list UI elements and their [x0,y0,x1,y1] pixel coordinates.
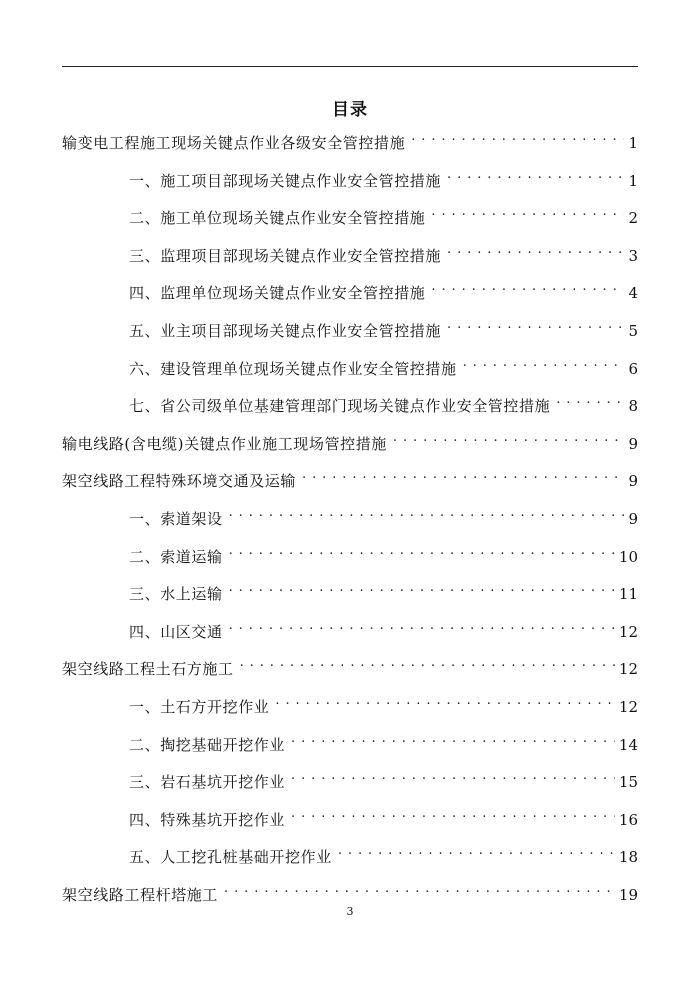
toc-entry[interactable] [62,652,638,679]
toc-dot-leader [240,652,615,674]
toc-dot-leader [447,314,624,336]
toc-entry-label: 四、特殊基坑开挖作业 [129,810,286,829]
toc-dot-leader [302,464,624,486]
toc-entry-page-number: 18 [618,848,638,867]
toc-entry[interactable] [129,239,638,265]
toc-entry[interactable] [129,577,638,604]
toc-entry-page-number: 16 [618,810,638,829]
toc-entry[interactable] [129,389,638,416]
toc-entry-label: 二、掏挖基础开挖作业 [129,735,286,754]
toc-entry-page-number: 14 [618,735,638,754]
toc-dot-leader [291,765,615,787]
toc-entry-page-number: 12 [618,698,638,716]
toc-entry[interactable] [62,427,638,453]
toc-entry-label: 一、施工项目部现场关键点作业安全管控措施 [129,171,442,190]
toc-entry[interactable] [129,690,638,716]
toc-entry-label: 二、施工单位现场关键点作业安全管控措施 [129,209,426,228]
toc-entry-page-number: 11 [618,585,638,604]
toc-dot-leader [393,427,624,449]
toc-dot-leader [463,352,624,374]
toc-entry-page-number: 10 [618,547,638,566]
toc-entry[interactable] [129,765,638,792]
toc-dot-leader [447,164,624,186]
toc-dot-leader [556,389,624,411]
toc-entry-label: 一、索道架设 [129,510,223,528]
toc-entry-page-number: 8 [628,397,638,416]
toc-entry[interactable] [62,878,638,904]
toc-dot-leader [275,690,615,712]
toc-entry-page-number: 4 [628,284,638,303]
toc-entry-page-number: 9 [628,510,638,528]
toc-entry-page-number: 12 [618,622,638,641]
toc-entry-page-number: 6 [628,359,638,378]
toc-entry-page-number: 3 [628,246,638,265]
toc-entry-page-number: 2 [628,209,638,228]
toc-entry-page-number: 9 [628,472,638,491]
toc-entry[interactable] [129,840,638,867]
header-rule [62,66,638,67]
toc-entry-page-number: 1 [628,171,638,190]
toc-entry-label: 六、建设管理单位现场关键点作业安全管控措施 [129,359,457,378]
toc-dot-leader [431,276,624,298]
toc-entry[interactable] [129,201,638,228]
toc-entry[interactable] [129,502,638,528]
toc-entry[interactable] [129,164,638,190]
toc-entry-label: 七、省公司级单位基建管理部门现场关键点作业安全管控措施 [129,397,551,416]
toc-entry-label: 二、索道运输 [129,547,223,566]
toc-entry-label: 输电线路(含电缆)关键点作业施工现场管控措施 [62,434,387,453]
toc-entry-label: 架空线路工程杆塔施工 [62,886,219,904]
toc-dot-leader [431,201,624,223]
toc-entry-page-number: 15 [618,773,638,792]
toc-entry[interactable] [129,728,638,754]
toc-entry-label: 一、土石方开挖作业 [129,698,270,716]
toc-dot-leader [411,126,624,148]
toc-entry-label: 三、水上运输 [129,585,223,604]
toc-entry-page-number: 5 [628,322,638,340]
toc-dot-leader [229,615,615,637]
toc-entry[interactable] [62,126,638,152]
toc-dot-leader [291,728,615,750]
toc-entry[interactable] [62,464,638,491]
toc-entry[interactable] [129,803,638,829]
toc-entry[interactable] [129,276,638,303]
toc-entry[interactable] [129,352,638,378]
toc-entry-label: 三、监理项目部现场关键点作业安全管控措施 [129,246,442,265]
toc-dot-leader [229,540,615,562]
toc-entry-label: 四、监理单位现场关键点作业安全管控措施 [129,284,426,303]
toc-dot-leader [229,577,615,599]
toc-entry-page-number: 9 [628,434,638,453]
toc-dot-leader [224,878,615,900]
toc-entry-label: 三、岩石基坑开挖作业 [129,773,286,792]
page-number: 3 [346,905,354,918]
toc-entry-label: 架空线路工程特殊环境交通及运输 [62,472,297,491]
toc-dot-leader [229,502,624,524]
toc-dot-leader [338,840,615,862]
toc-entry[interactable] [129,540,638,566]
toc-entry-label: 输变电工程施工现场关键点作业各级安全管控措施 [62,134,406,152]
toc-entry-page-number: 1 [628,134,638,152]
toc-entry[interactable] [129,615,638,641]
toc-entry-label: 四、山区交通 [129,622,223,641]
toc-entry-label: 五、人工挖孔桩基础开挖作业 [129,848,332,867]
toc-entry-label: 五、业主项目部现场关键点作业安全管控措施 [129,322,442,340]
toc-entry[interactable] [129,314,638,340]
toc-entry-page-number: 12 [618,660,638,679]
toc-dot-leader [447,239,624,261]
toc-dot-leader [291,803,615,825]
toc-title: 目录 [332,100,368,120]
toc-entry-page-number: 19 [618,886,638,904]
toc-entry-label: 架空线路工程土石方施工 [62,660,234,679]
